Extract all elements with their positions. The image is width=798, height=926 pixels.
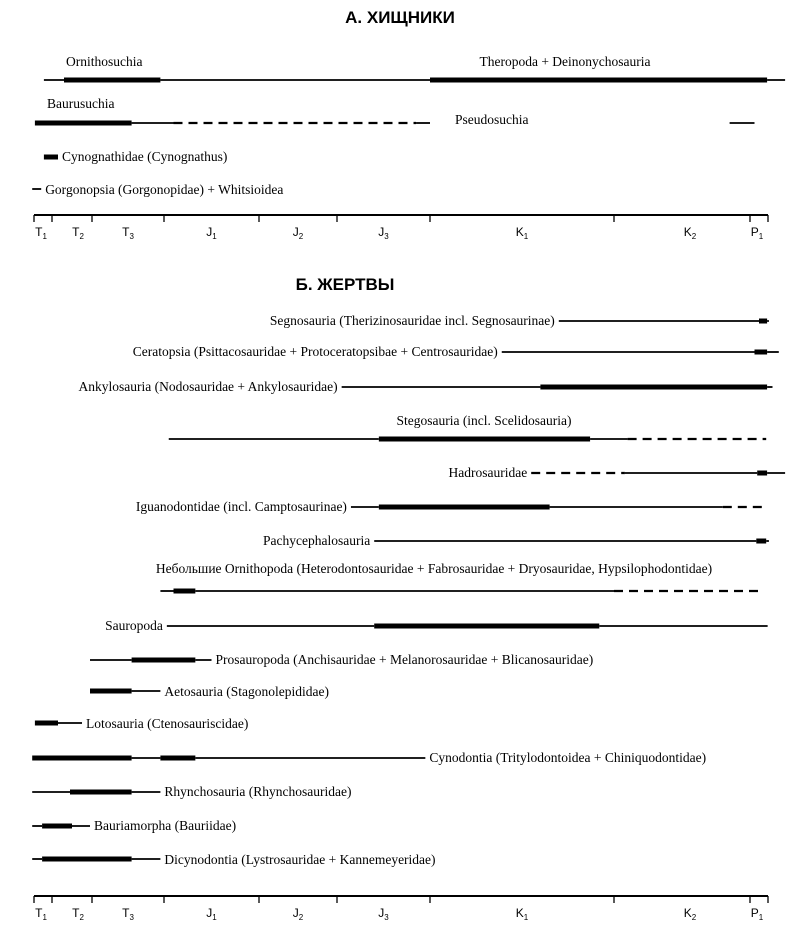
prey-row-13-label: Cynodontia (Tritylodontoidea + Chiniquodontidae) <box>429 750 707 765</box>
prey-axis-label-K1: $K_1$ <box>515 906 529 922</box>
predators-row-4-label: Pseudosuchia <box>455 112 529 127</box>
predators-axis-label-T3: $T_3$ <box>122 225 134 241</box>
prey-row-11-label: Aetosauria (Stagonolepididae) <box>164 684 329 699</box>
panel-a-title: А. ХИЩНИКИ <box>345 8 455 27</box>
prey-row-7-label: Pachycephalosauria <box>262 533 371 548</box>
predators-axis-label-K2: $K_2$ <box>683 225 697 241</box>
prey-row-12-label: Lotosauria (Ctenosauriscidae) <box>86 716 249 731</box>
prey-row-8-label: Небольшие Ornithopoda (Heterodontosauridae + Fabrosauridae + Dryosauridae, Hypsilophodontidae) <box>155 561 713 576</box>
predators-axis-label-K1: $K_1$ <box>515 225 529 241</box>
prey-axis-label-T1: $T_1$ <box>35 906 47 922</box>
prey-row-6-label: Iguanodontidae (incl. Camptosaurinae) <box>135 499 347 514</box>
prey-row-5-label: Hadrosauridae <box>448 465 528 480</box>
prey-row-3-label: Ankylosauria (Nodosauridae + Ankylosauridae) <box>78 379 338 394</box>
prey-axis-label-T3: $T_3$ <box>122 906 134 922</box>
prey-row-14-label: Rhynchosauria (Rhynchosauridae) <box>164 784 352 799</box>
prey-row-9-label: Sauropoda <box>105 618 163 633</box>
predators-row-6-label: Gorgonopsia (Gorgonopidae) + Whitsioidea <box>45 182 284 197</box>
prey-row-16-label: Dicynodontia (Lystrosauridae + Kannemeyeridae) <box>164 852 436 867</box>
predators-axis-label-T2: $T_2$ <box>72 225 84 241</box>
predators-row-3-label: Baurusuchia <box>47 96 115 111</box>
predators-row-1-label: Ornithosuchia <box>66 54 143 69</box>
prey-axis-label-J1: $J_1$ <box>206 906 217 922</box>
panel-b-title: Б. ЖЕРТВЫ <box>295 275 395 294</box>
range-marks <box>32 54 785 922</box>
predators-axis-label-J1: $J_1$ <box>206 225 217 241</box>
predators-axis-label-J3: $J_3$ <box>378 225 389 241</box>
prey-row-2-label: Ceratopsia (Psittacosauridae + Protoceratopsibae + Centrosauridae) <box>132 344 498 359</box>
predators-row-5-label: Cynognathidae (Cynognathus) <box>62 149 228 164</box>
predators-axis-label-T1: $T_1$ <box>35 225 47 241</box>
prey-axis-label-J2: $J_2$ <box>292 906 304 922</box>
prey-row-10-label: Prosauropoda (Anchisauridae + Melanorosauridae + Blicanosauridae) <box>215 652 594 667</box>
predators-row-2-label: Theropoda + Deinonychosauria <box>479 54 651 69</box>
prey-row-1-label: Segnosauria (Therizinosauridae incl. Segnosaurinae) <box>269 313 555 328</box>
predators-axis-label-P1: $Р_1$ <box>750 225 764 241</box>
prey-axis-label-P1: $Р_1$ <box>750 906 764 922</box>
prey-axis-label-T2: $T_2$ <box>72 906 84 922</box>
prey-axis-label-K2: $K_2$ <box>683 906 697 922</box>
prey-row-15-label: Bauriamorpha (Bauriidae) <box>94 818 237 833</box>
predators-axis-label-J2: $J_2$ <box>292 225 304 241</box>
prey-row-4-label: Stegosauria (incl. Scelidosauria) <box>396 413 572 428</box>
prey-axis-label-J3: $J_3$ <box>378 906 389 922</box>
